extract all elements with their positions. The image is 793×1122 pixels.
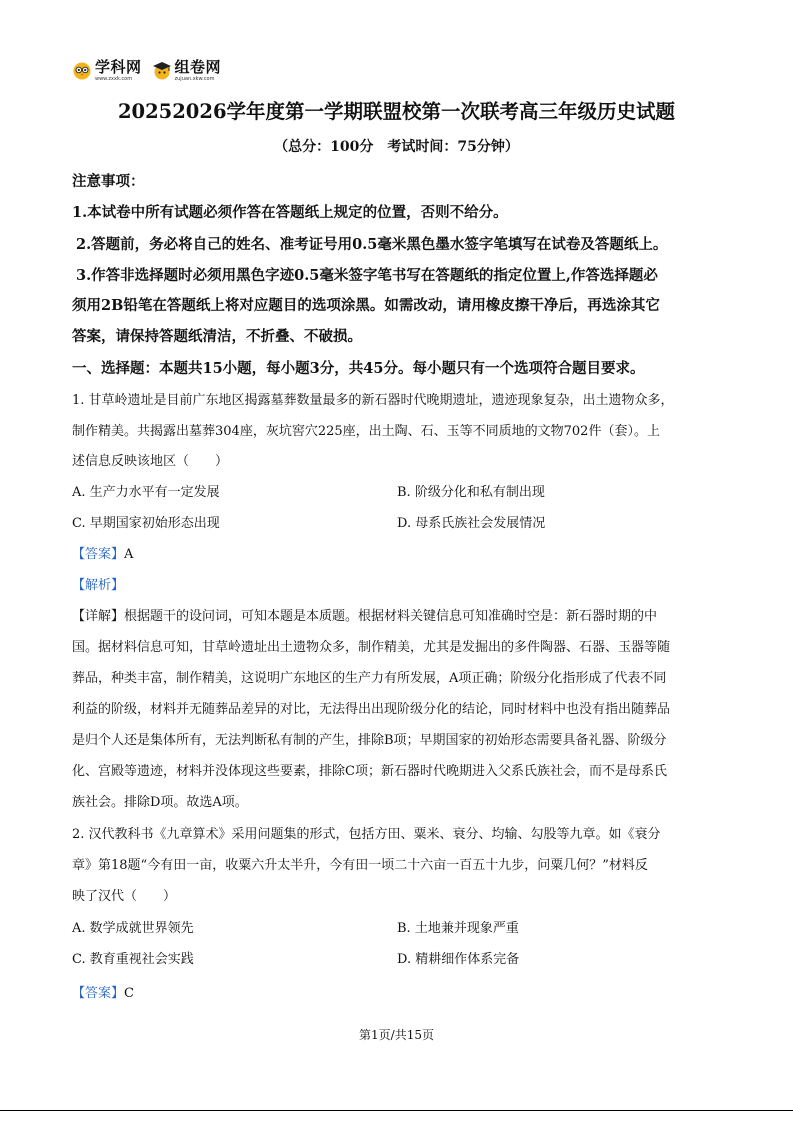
notice-item-3-line-3: 答案，请保持答题纸清洁，不折叠、不破损。 [72, 328, 362, 345]
logo-url: zujuan.xkw.com [174, 76, 215, 82]
q2-stem-line-1: 2. 汉代教科书《九章算术》采用问题集的形式，包括方田、粟米、衰分、均输、勾股等九章。如《衰分 [72, 827, 661, 842]
section-heading: 一、选择题：本题共15小题，每小题3分，共45分。每小题只有一个选项符合题目要求。 [72, 360, 645, 377]
q2-option-c: C. 教育重视社会实践 [72, 952, 194, 967]
q1-stem-line-1: 1. 甘草岭遗址是目前广东地区揭露墓葬数量最多的新石器时代晚期遗址，遗迹现象复杂，出土遗物众多， [72, 393, 674, 408]
q2-stem-line-3: 映了汉代（ ） [72, 889, 177, 904]
q1-option-d: D. 母系氏族社会发展情况 [397, 516, 546, 531]
q1-option-a: A. 生产力水平有一定发展 [72, 485, 220, 500]
notice-item-1: 1.本试卷中所有试题必须作答在答题纸上规定的位置，否则不给分。 [72, 204, 508, 221]
q1-detail-line-5: 是归个人还是集体所有，无法判断私有制的产生，排除B项；早期国家的初始形态需要具备礼器、阶级分 [72, 733, 667, 748]
exam-title: 20252026学年度第一学期联盟校第一次联考高三年级历史试题 [117, 100, 676, 123]
page-footer: 第1页/共15页 [359, 1028, 434, 1042]
graduation-cap-logo-icon [152, 60, 172, 80]
q2-option-b: B. 土地兼并现象严重 [397, 921, 519, 936]
notice-heading: 注意事项： [72, 173, 145, 190]
notice-item-3-line-1: 3.作答非选择题时必须用黑色字迹0.5毫米签字笔书写在答题纸的指定位置上,作答选择题必 [76, 267, 658, 284]
answer-value: A [124, 547, 134, 562]
logo-xuekewang[interactable] [72, 60, 142, 82]
logo-zujuanwang[interactable] [152, 60, 222, 82]
q1-detail-line-2: 国。据材料信息可知，甘草岭遗址出土遗物众多，制作精美，尤其是发掘出的多件陶器、石器、玉器等随 [72, 640, 671, 655]
logo-name: 组卷网 [174, 58, 222, 76]
q1-detail-line-6: 化、宫殿等遗迹，材料并没体现这些要素，排除C项；新石器时代晚期进入父系氏族社会，而不是母系氏 [72, 764, 667, 779]
q1-stem-line-2: 制作精美。共揭露出墓葬304座，灰坑窖穴225座，出土陶、石、玉等不同质地的文物702件（套）。上 [72, 424, 660, 439]
owl-logo-icon [72, 60, 92, 80]
exam-subtitle: （总分：100分 考试时间：75分钟） [274, 139, 519, 155]
q1-detail-line-4: 利益的阶级，材料并无随葬品差异的对比，无法得出出现阶级分化的结论，同时材料中也没有指出随葬品 [72, 702, 671, 717]
q2-option-d: D. 精耕细作体系完备 [397, 952, 520, 967]
q1-detail-line-3: 葬品，种类丰富，制作精美，这说明广东地区的生产力有所发展，A项正确；阶级分化指形成了代表不同 [72, 671, 667, 686]
q1-option-b: B. 阶级分化和私有制出现 [397, 485, 545, 500]
q1-answer [72, 543, 133, 562]
q1-analysis-tag: 【解析】 [72, 578, 125, 593]
notice-item-2: 2.答题前，务必将自己的姓名、准考证号用0.5毫米黑色墨水签字笔填写在试卷及答题纸上。 [76, 236, 668, 253]
q1-detail-line-1: 【详解】根据题干的设问词，可知本题是本质题。根据材料关键信息可知准确时空是：新石器时期的中 [72, 609, 658, 624]
q2-option-a: A. 数学成就世界领先 [72, 921, 194, 936]
q2-answer [72, 982, 134, 1001]
logo-name: 学科网 [95, 58, 142, 76]
q1-option-c: C. 早期国家初始形态出现 [72, 516, 220, 531]
q1-detail-line-7: 族社会。排除D项。故选A项。 [72, 795, 248, 810]
q2-stem-line-2: 章》第18题“今有田一亩，收粟六升太半升，今有田一顷二十六亩一百五十九步，问粟几何？”材料反 [72, 858, 648, 873]
header-logos [72, 60, 221, 88]
logo-url: www.zxxk.com [95, 76, 133, 82]
answer-tag: 【答案】 [72, 547, 125, 562]
bottom-divider [0, 1110, 793, 1111]
answer-value: C [124, 986, 134, 1001]
answer-tag: 【答案】 [72, 986, 125, 1001]
q1-stem-line-3: 述信息反映该地区（ ） [72, 454, 229, 469]
notice-item-3-line-2: 须用2B铅笔在答题纸上将对应题目的选项涂黑。如需改动，请用橡皮擦干净后，再选涂其它 [72, 297, 660, 314]
